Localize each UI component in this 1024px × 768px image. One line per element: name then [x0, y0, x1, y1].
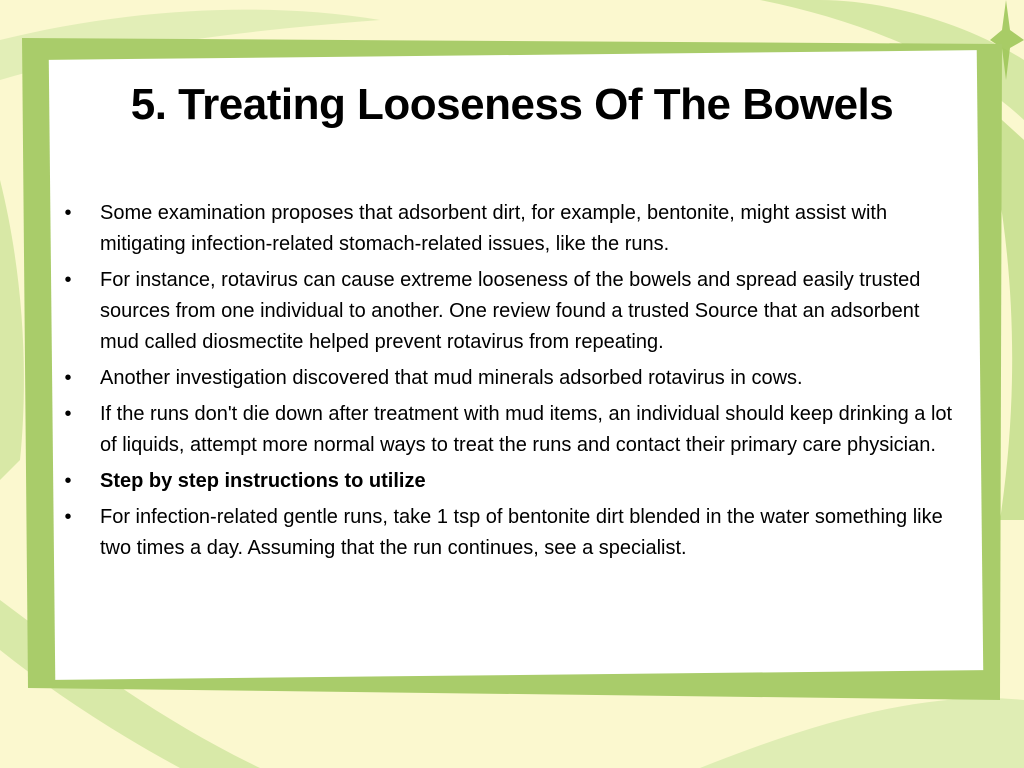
bullet-item — [58, 399, 958, 461]
bullet-dot-icon: • — [64, 202, 72, 224]
slide-title: 5. Treating Looseness Of The Bowels — [130, 80, 894, 129]
bullet-text: Another investigation discovered that mud minerals adsorbed rotavirus in cows. — [100, 367, 803, 389]
bullet-text: Some examination proposes that adsorbent dirt, for example, bentonite, might assist with mitigating infection-related stomach-related issues, like the runs. — [100, 202, 888, 255]
bullet-text: For infection-related gentle runs, take 1 tsp of bentonite dirt blended in the water something like two times a day. Assuming that the run continues, see a specialist. — [100, 506, 943, 559]
bullet-item — [58, 363, 958, 394]
bullet-text: For instance, rotavirus can cause extreme looseness of the bowels and spread easily trusted sources from one individual to another. One review found a trusted Source that an adsorbent mud called diosmectite helped prevent rotavirus from repeating. — [100, 269, 921, 353]
bullet-item — [58, 502, 958, 564]
bullet-item — [58, 265, 958, 358]
bullet-dot-icon: • — [64, 367, 72, 389]
bullet-dot-icon: • — [64, 506, 72, 528]
bullet-dot-icon: • — [64, 403, 72, 425]
bullet-item-heading — [58, 466, 958, 497]
bullet-text: Step by step instructions to utilize — [100, 470, 426, 492]
bullet-text: If the runs don't die down after treatment with mud items, an individual should keep drinking a lot of liquids, attempt more normal ways to treat the runs and contact their primary care physician. — [100, 403, 953, 456]
bullet-dot-icon: • — [64, 269, 72, 291]
bullet-dot-icon: • — [64, 470, 72, 492]
bullet-list — [58, 198, 958, 569]
bullet-item — [58, 198, 958, 260]
